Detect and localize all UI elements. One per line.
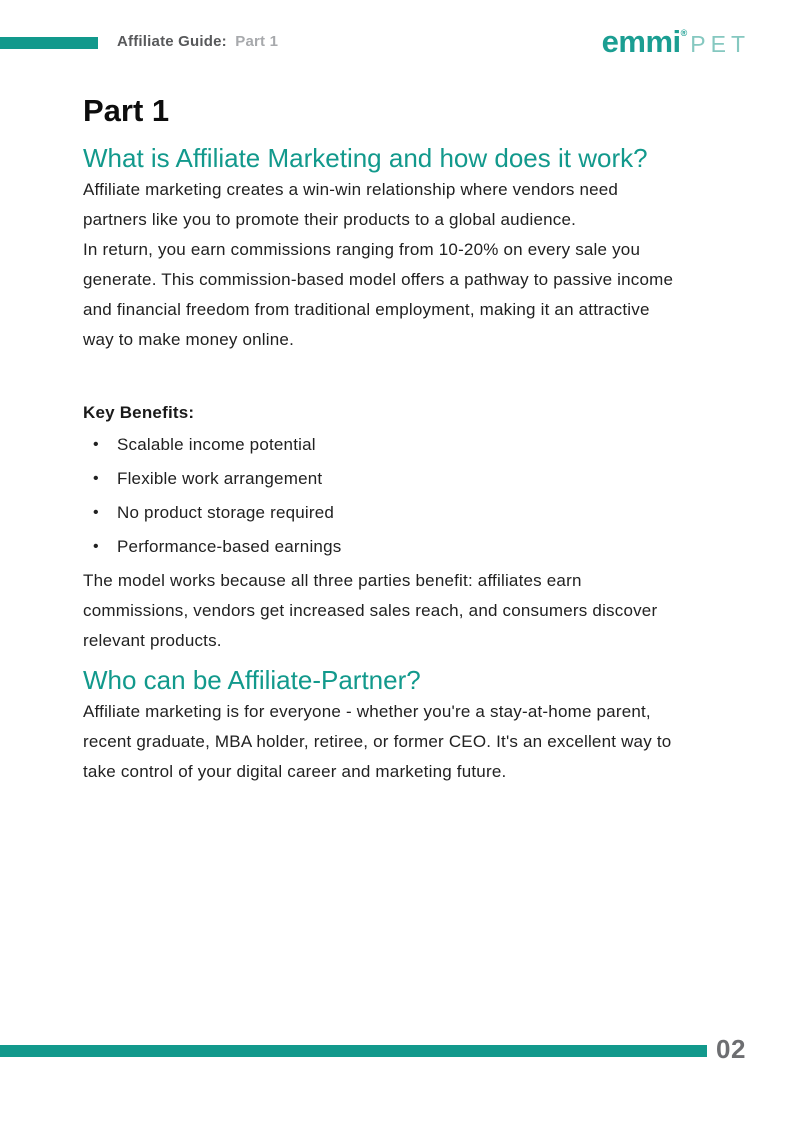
logo-brand-text: emmi (601, 24, 681, 59)
benefit-item-no-storage (83, 498, 713, 528)
paragraph-three-parties: The model works because all three parties benefit: affiliates earn commissions, vendors get increased sales reach, and consumers discover relevant products. (83, 571, 658, 650)
benefit-item-flexible-work (83, 464, 713, 494)
benefits-list (83, 430, 713, 562)
page-content (83, 0, 713, 787)
benefit-text: Scalable income potential (117, 435, 316, 454)
logo-product-text: PET (690, 31, 750, 57)
benefit-item-performance-earnings (83, 532, 713, 562)
section-heading-who-can-be-partner: Who can be Affiliate-Partner? (83, 665, 421, 695)
bullet-icon: • (93, 538, 99, 555)
paragraph-commissions: In return, you earn commissions ranging from 10-20% on every sale you generate. This commission-based model offers a pathway to passive income and financial freedom from traditional employment, making it an attractive way to make money online. (83, 240, 674, 349)
benefit-text: No product storage required (117, 503, 335, 522)
bullet-icon: • (93, 470, 99, 487)
part-title: Part 1 (83, 93, 170, 128)
page-number: 02 (716, 1034, 746, 1064)
registered-trademark-icon: ® (680, 28, 688, 38)
bullet-icon: • (93, 504, 99, 521)
benefit-text: Performance-based earnings (117, 537, 342, 556)
benefit-text: Flexible work arrangement (117, 469, 323, 488)
benefit-item-scalable-income (83, 430, 713, 460)
paragraph-for-everyone: Affiliate marketing is for everyone - whether you're a stay-at-home parent, recent graduate, MBA holder, retiree, or former CEO. It's an excellent way to take control of your digital career and marketing future. (83, 702, 672, 781)
running-header-part: Part 1 (235, 33, 279, 50)
running-header-title: Affiliate Guide: (117, 33, 227, 50)
section-heading-what-is-affiliate-marketing: What is Affiliate Marketing and how does it work? (83, 143, 648, 173)
key-benefits-heading: Key Benefits: (83, 403, 195, 422)
paragraph-win-win: Affiliate marketing creates a win-win relationship where vendors need partners like you to promote their products to a global audience. (83, 180, 619, 229)
bullet-icon: • (93, 436, 99, 453)
footer-accent-bar (0, 1045, 707, 1057)
